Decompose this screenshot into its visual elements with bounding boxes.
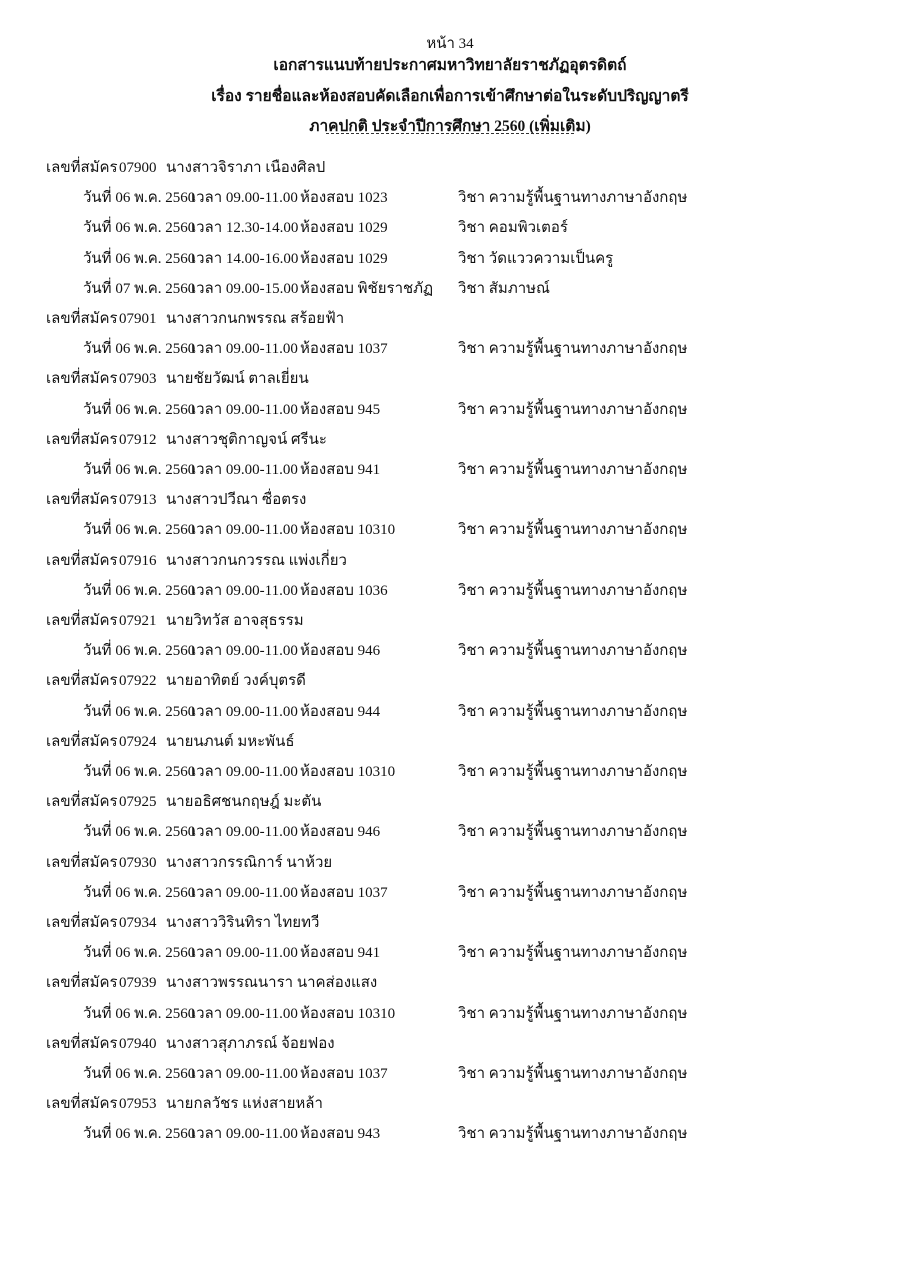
applicant-name: นายชัยวัฒน์ ตาลเยี่ยน xyxy=(166,371,309,388)
applicant-number: 07930 xyxy=(119,854,157,871)
applicant-name: นายนภนต์ มหะพันธ์ xyxy=(166,733,295,750)
document-subject: เรื่อง รายชื่อและห้องสอบคัดเลือกเพื่อการเข้าศึกษาต่อในระดับปริญญาตรี xyxy=(211,88,689,105)
exam-room: ห้องสอบ 1029 xyxy=(300,220,388,237)
applicant-row xyxy=(0,308,900,330)
exam-room: ห้องสอบ 10310 xyxy=(300,764,396,780)
applicant-number: 07922 xyxy=(119,673,157,690)
applicant-row xyxy=(0,368,900,390)
exam-room: ห้องสอบ 1037 xyxy=(300,341,388,358)
document-term: ภาคปกติ ประจำปีการศึกษา 2560 (เพิ่มเติม) xyxy=(309,118,591,135)
exam-room: ห้องสอบ 945 xyxy=(300,401,381,418)
applicant-number-label: เลขที่สมัคร xyxy=(46,1035,118,1052)
exam-subject: วิชา ความรู้พื้นฐานทางภาษาอังกฤษ xyxy=(458,884,688,901)
exam-time: เวลา 09.00-11.00 xyxy=(191,582,298,599)
applicant-number: 07939 xyxy=(119,975,157,992)
applicant-number-label: เลขที่สมัคร xyxy=(46,915,118,931)
applicant-number: 07921 xyxy=(119,613,157,629)
applicant-number-label: เลขที่สมัคร xyxy=(46,492,118,509)
exam-session-row xyxy=(0,217,900,239)
exam-date: วันที่ 06 พ.ค. 2560 xyxy=(83,401,196,418)
exam-subject: วิชา ความรู้พื้นฐานทางภาษาอังกฤษ xyxy=(458,1066,688,1082)
applicant-number: 07934 xyxy=(119,915,157,931)
exam-subject: วิชา ความรู้พื้นฐานทางภาษาอังกฤษ xyxy=(458,462,688,478)
exam-room: ห้องสอบ 944 xyxy=(300,703,381,720)
exam-subject: วิชา ความรู้พื้นฐานทางภาษาอังกฤษ xyxy=(458,522,688,539)
applicant-name: นายอธิศชนกฤษฎ์ มะตัน xyxy=(166,794,322,811)
exam-time: เวลา 09.00-11.00 xyxy=(191,703,298,720)
applicant-row xyxy=(0,852,900,874)
exam-session-row xyxy=(0,882,900,904)
exam-session-row xyxy=(0,187,900,209)
exam-date: วันที่ 06 พ.ค. 2560 xyxy=(83,190,196,207)
applicant-number-label: เลขที่สมัคร xyxy=(46,975,118,992)
exam-date: วันที่ 06 พ.ค. 2560 xyxy=(83,250,196,267)
exam-room: ห้องสอบ 10310 xyxy=(300,522,396,539)
exam-room: ห้องสอบ 941 xyxy=(300,462,381,478)
exam-date: วันที่ 06 พ.ค. 2560 xyxy=(83,220,196,237)
applicant-name: นางสาวกนกวรรณ แพ่งเกี่ยว xyxy=(166,552,347,569)
page-number: หน้า 34 xyxy=(426,36,474,52)
applicant-number-label: เลขที่สมัคร xyxy=(46,1096,118,1113)
exam-time: เวลา 09.00-11.00 xyxy=(191,945,298,962)
exam-subject: วิชา ความรู้พื้นฐานทางภาษาอังกฤษ xyxy=(458,190,688,207)
exam-subject: วิชา ความรู้พื้นฐานทางภาษาอังกฤษ xyxy=(458,824,688,841)
applicant-row xyxy=(0,670,900,692)
applicant-row xyxy=(0,791,900,813)
exam-subject: วิชา คอมพิวเตอร์ xyxy=(458,220,568,237)
exam-time: เวลา 09.00-11.00 xyxy=(191,401,298,418)
applicant-name: นางสาวพรรณนารา นาคส่องแสง xyxy=(166,975,378,992)
exam-time: เวลา 09.00-11.00 xyxy=(191,884,298,901)
exam-room: ห้องสอบ 10310 xyxy=(300,1005,396,1022)
exam-date: วันที่ 06 พ.ค. 2560 xyxy=(83,1066,196,1082)
applicant-number: 07901 xyxy=(119,311,157,327)
exam-subject: วิชา สัมภาษณ์ xyxy=(458,280,550,297)
exam-room: ห้องสอบ 1037 xyxy=(300,1066,388,1082)
exam-date: วันที่ 06 พ.ค. 2560 xyxy=(83,824,196,841)
applicant-number: 07940 xyxy=(119,1035,157,1052)
exam-session-row xyxy=(0,821,900,843)
exam-room: ห้องสอบ 946 xyxy=(300,824,381,841)
exam-session-row xyxy=(0,640,900,662)
applicant-row xyxy=(0,1093,900,1115)
exam-subject: วิชา ความรู้พื้นฐานทางภาษาอังกฤษ xyxy=(458,703,688,720)
exam-subject: วิชา ความรู้พื้นฐานทางภาษาอังกฤษ xyxy=(458,1126,688,1143)
exam-session-row xyxy=(0,1123,900,1145)
applicant-number: 07953 xyxy=(119,1096,157,1113)
applicant-number: 07916 xyxy=(119,552,157,569)
exam-session-row xyxy=(0,942,900,964)
exam-room: ห้องสอบ 1023 xyxy=(300,190,388,207)
exam-subject: วิชา ความรู้พื้นฐานทางภาษาอังกฤษ xyxy=(458,341,688,358)
exam-time: เวลา 09.00-15.00 xyxy=(191,280,299,297)
applicant-name: นางสาวกนกพรรณ สร้อยฟ้า xyxy=(166,311,345,327)
applicant-row xyxy=(0,1033,900,1055)
applicant-number: 07924 xyxy=(119,733,157,750)
exam-date: วันที่ 06 พ.ค. 2560 xyxy=(83,341,196,358)
exam-time: เวลา 09.00-11.00 xyxy=(191,764,298,780)
exam-room: ห้องสอบ 1037 xyxy=(300,884,388,901)
applicant-name: นางสาวชุติกาญจน์ ศรีนะ xyxy=(166,431,327,448)
applicant-number-label: เลขที่สมัคร xyxy=(46,371,118,388)
exam-room: ห้องสอบ 943 xyxy=(300,1126,381,1143)
exam-room: ห้องสอบ พิชัยราชภัฏ xyxy=(300,280,434,297)
exam-session-row xyxy=(0,1003,900,1025)
exam-room: ห้องสอบ 1036 xyxy=(300,582,388,599)
applicant-number-label: เลขที่สมัคร xyxy=(46,733,118,750)
exam-subject: วิชา ความรู้พื้นฐานทางภาษาอังกฤษ xyxy=(458,401,688,418)
applicant-number-label: เลขที่สมัคร xyxy=(46,552,118,569)
exam-time: เวลา 09.00-11.00 xyxy=(191,341,298,358)
exam-session-row xyxy=(0,701,900,723)
exam-subject: วิชา ความรู้พื้นฐานทางภาษาอังกฤษ xyxy=(458,643,688,660)
applicant-number-label: เลขที่สมัคร xyxy=(46,311,118,327)
exam-date: วันที่ 06 พ.ค. 2560 xyxy=(83,703,196,720)
applicant-number-label: เลขที่สมัคร xyxy=(46,431,118,448)
exam-time: เวลา 09.00-11.00 xyxy=(191,190,298,207)
document-title: เอกสารแนบท้ายประกาศมหาวิทยาลัยราชภัฏอุตรดิตถ์ xyxy=(273,57,627,74)
exam-time: เวลา 09.00-11.00 xyxy=(191,522,298,539)
exam-subject: วิชา วัดแววความเป็นครู xyxy=(458,250,614,267)
exam-time: เวลา 09.00-11.00 xyxy=(191,1005,298,1022)
exam-session-row xyxy=(0,338,900,360)
exam-time: เวลา 09.00-11.00 xyxy=(191,643,298,660)
exam-session-row xyxy=(0,1063,900,1085)
exam-room: ห้องสอบ 941 xyxy=(300,945,381,962)
exam-session-row xyxy=(0,580,900,602)
applicant-name: นางสาวจิราภา เนืองศิลป xyxy=(166,160,326,176)
applicant-row xyxy=(0,972,900,994)
exam-date: วันที่ 06 พ.ค. 2560 xyxy=(83,764,196,780)
exam-date: วันที่ 06 พ.ค. 2560 xyxy=(83,462,196,478)
exam-session-row xyxy=(0,459,900,481)
applicant-number-label: เลขที่สมัคร xyxy=(46,160,118,176)
applicant-name: นางสาวสุภาภรณ์ จ้อยฟอง xyxy=(166,1035,335,1052)
exam-date: วันที่ 06 พ.ค. 2560 xyxy=(83,945,196,962)
exam-date: วันที่ 06 พ.ค. 2560 xyxy=(83,1126,196,1143)
exam-date: วันที่ 06 พ.ค. 2560 xyxy=(83,582,196,599)
applicant-number: 07903 xyxy=(119,371,157,388)
applicant-name: นายกลวัชร แห่งสายหล้า xyxy=(166,1096,323,1113)
exam-time: เวลา 09.00-11.00 xyxy=(191,824,298,841)
applicant-number-label: เลขที่สมัคร xyxy=(46,794,118,811)
applicant-name: นางสาวกรรณิการ์ นาห้วย xyxy=(166,854,333,871)
exam-subject: วิชา ความรู้พื้นฐานทางภาษาอังกฤษ xyxy=(458,582,688,599)
exam-session-row xyxy=(0,761,900,783)
exam-date: วันที่ 06 พ.ค. 2560 xyxy=(83,522,196,539)
applicant-row xyxy=(0,489,900,511)
exam-time: เวลา 12.30-14.00 xyxy=(191,220,299,237)
exam-time: เวลา 09.00-11.00 xyxy=(191,1126,298,1143)
applicant-number: 07925 xyxy=(119,794,157,811)
exam-time: เวลา 14.00-16.00 xyxy=(191,250,299,267)
applicant-row xyxy=(0,550,900,572)
exam-session-row xyxy=(0,248,900,270)
applicant-row xyxy=(0,731,900,753)
exam-room: ห้องสอบ 946 xyxy=(300,643,381,660)
applicant-row xyxy=(0,157,900,179)
applicant-name: นางสาวปวีณา ซื่อตรง xyxy=(166,492,307,509)
exam-date: วันที่ 06 พ.ค. 2560 xyxy=(83,643,196,660)
applicant-number: 07913 xyxy=(119,492,157,509)
exam-date: วันที่ 07 พ.ค. 2560 xyxy=(83,280,196,297)
applicant-name: นางสาววิรินทิรา ไทยทวี xyxy=(166,915,320,931)
exam-time: เวลา 09.00-11.00 xyxy=(191,1066,298,1082)
applicant-name: นายอาทิตย์ วงค์บุตรดี xyxy=(166,673,306,690)
exam-session-row xyxy=(0,278,900,300)
applicant-number-label: เลขที่สมัคร xyxy=(46,613,118,629)
applicant-row xyxy=(0,912,900,934)
exam-time: เวลา 09.00-11.00 xyxy=(191,462,298,478)
exam-subject: วิชา ความรู้พื้นฐานทางภาษาอังกฤษ xyxy=(458,764,688,780)
applicant-row xyxy=(0,429,900,451)
exam-date: วันที่ 06 พ.ค. 2560 xyxy=(83,1005,196,1022)
exam-session-row xyxy=(0,399,900,421)
exam-session-row xyxy=(0,519,900,541)
exam-date: วันที่ 06 พ.ค. 2560 xyxy=(83,884,196,901)
applicant-number: 07912 xyxy=(119,431,157,448)
exam-subject: วิชา ความรู้พื้นฐานทางภาษาอังกฤษ xyxy=(458,945,688,962)
applicant-number-label: เลขที่สมัคร xyxy=(46,673,118,690)
applicant-row xyxy=(0,610,900,632)
applicant-number-label: เลขที่สมัคร xyxy=(46,854,118,871)
exam-subject: วิชา ความรู้พื้นฐานทางภาษาอังกฤษ xyxy=(458,1005,688,1022)
exam-room: ห้องสอบ 1029 xyxy=(300,250,388,267)
applicant-number: 07900 xyxy=(119,160,157,176)
applicant-name: นายวิทวัส อาจสุธรรม xyxy=(166,613,304,629)
